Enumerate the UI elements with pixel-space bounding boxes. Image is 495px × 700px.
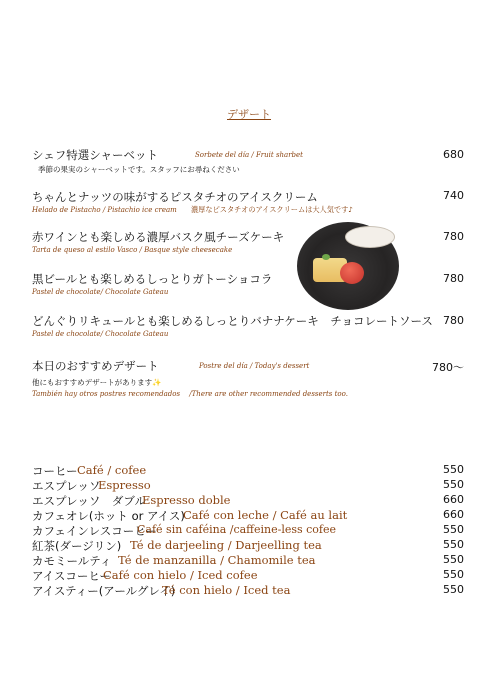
special-note: 他にもおすすめデザートがあります✨ <box>32 378 162 387</box>
dessert-name: 黒ビールとも楽しめるしっとりガトーショコラ <box>32 272 273 286</box>
dessert-note: 季節の果実のシャーベットです。スタッフにお尋ねください <box>38 165 240 174</box>
dessert-name: 赤ワインとも楽しめる濃厚バスク風チーズケーキ <box>32 230 285 244</box>
dessert-subtitle: Tarta de queso al estilo Vasco / Basque style cheesecake <box>32 246 233 254</box>
special-dessert-name: 本日のおすすめデザート <box>32 359 159 373</box>
drink-price: 550 <box>443 538 464 551</box>
dessert-price: 780 <box>443 272 464 285</box>
sorbet-image <box>340 262 364 284</box>
drink-name-translation: Té con hielo / Iced tea <box>162 583 291 597</box>
drink-name: カフェオレ(ホット or アイス) <box>32 509 185 523</box>
drink-name-translation: Té de manzanilla / Chamomile tea <box>118 553 316 567</box>
drink-name-translation: Café con leche / Café au lait <box>183 508 348 522</box>
drink-name: カフェインレスコーヒー <box>32 524 157 538</box>
dessert-price: 780 <box>443 314 464 327</box>
drink-name: アイスコーヒー <box>32 569 111 583</box>
drink-name: コーヒー <box>32 464 78 478</box>
drink-name: 紅茶(ダージリン) <box>32 539 122 553</box>
drink-price: 550 <box>443 553 464 566</box>
drink-name-translation: Café sin caféina /caffeine-less cofee <box>137 523 337 536</box>
dessert-plate-image <box>345 226 395 248</box>
dessert-subtitle: Pastel de chocolate/ Chocolate Gateau <box>32 330 169 338</box>
dessert-price: 680 <box>443 148 464 161</box>
drink-name-translation: Espresso <box>98 478 151 492</box>
dessert-name: ちゃんとナッツの味がするピスタチオのアイスクリーム <box>32 190 318 204</box>
menu-title: デザート <box>227 108 271 121</box>
drink-name-translation: Café con hielo / Iced cofee <box>103 568 258 582</box>
special-dessert-price: 780～ <box>432 361 464 374</box>
drink-price: 550 <box>443 478 464 491</box>
drink-name: エスプレッソ ダブル <box>32 494 146 508</box>
drink-price: 550 <box>443 568 464 581</box>
dessert-note: 濃厚なピスタチオのアイスクリームは大人気です♪ <box>191 205 353 214</box>
dessert-subtitle: Pastel de chocolate/ Chocolate Gateau <box>32 288 169 296</box>
drink-price: 550 <box>443 523 464 536</box>
drink-price: 660 <box>443 508 464 521</box>
dessert-subtitle: Helado de Pistacho / Pistachio ice cream <box>32 206 177 214</box>
dessert-price: 780 <box>443 230 464 243</box>
dessert-subtitle: Sorbete del día / Fruit sharbet <box>195 151 303 159</box>
drink-name: カモミールティ <box>32 554 112 568</box>
drink-name: エスプレッソ <box>32 479 101 493</box>
dessert-price: 740 <box>443 189 464 202</box>
drink-name-translation: Té de darjeeling / Darjeelling tea <box>130 538 322 552</box>
dessert-name: どんぐりリキュールとも楽しめるしっとりバナナケーキ チョコレートソース <box>32 314 433 328</box>
drink-price: 550 <box>443 583 464 596</box>
drink-price: 550 <box>443 463 464 476</box>
mint-leaf-image <box>322 254 330 260</box>
drink-name-translation: Espresso doble <box>142 493 231 507</box>
drink-price: 660 <box>443 493 464 506</box>
drink-name: アイスティー(アールグレイ) <box>32 584 176 598</box>
dessert-name: シェフ特選シャーベット <box>32 148 159 162</box>
drink-name-translation: Café / cofee <box>77 463 147 477</box>
special-dessert-subtitle: Postre del día / Today's dessert <box>199 362 310 370</box>
special-note-translation: También hay otros postres recomendados /There are other recommended desserts too. <box>32 390 348 398</box>
